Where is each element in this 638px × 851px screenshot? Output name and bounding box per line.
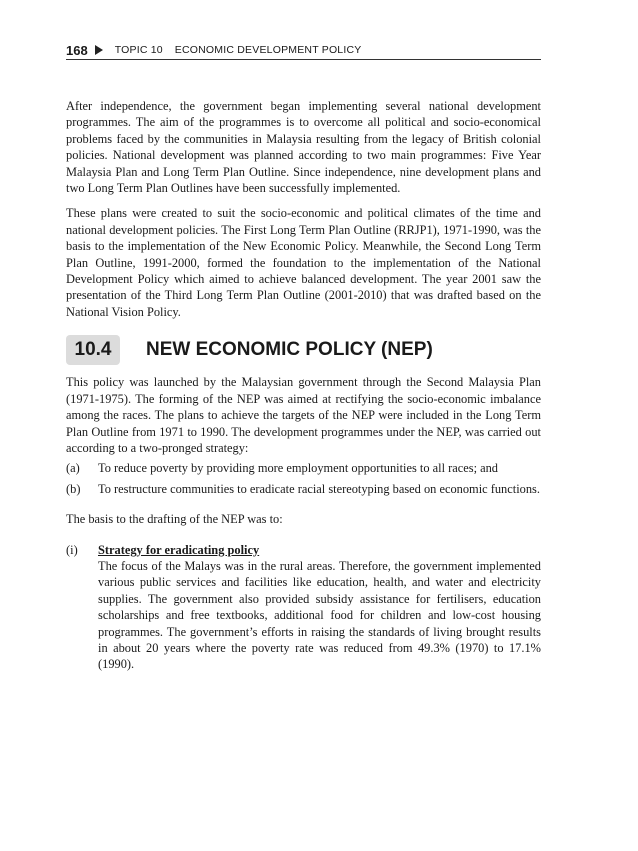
running-header	[66, 41, 541, 60]
list-text: To restructure communities to eradicate racial stereotyping based on economic functions.	[98, 481, 540, 496]
running-head-text	[115, 44, 362, 56]
page-content	[66, 98, 541, 673]
section-number: 10.4	[66, 335, 120, 365]
basis-body	[98, 542, 541, 673]
paragraph: These plans were created to suit the socio-economic and political climates of the time and national development policies. The First Long Term Plan Outline (RRJP1), 1971-1990, was the basis to the implementation of the New Economic Policy. Meanwhile, the Second Long Term Plan Outline, 1991-2000, formed the foundation to the implementation of the National Development Policy which aimed to achieve balanced development. The year 2001 saw the presentation of the Third Long Term Plan Outline (2001-2010) that was drafted based on the National Vision Policy.	[66, 206, 541, 319]
topic-label: TOPIC 10	[114, 44, 163, 56]
list-item	[66, 481, 541, 497]
strategy-list	[66, 460, 541, 497]
paragraph: After independence, the government began implementing several national development programmes. The aim of the programmes is to overcome all political and socio-economical problems faced by the communities in Malaysia resulting from the legacy of British colonial policies. National development was planned according to two main programmes: Five Year Malaysia Plan and Long Term Plan Outline. Since independence, nine development plans and two Long Term Plan Outlines have been successfully implemented.	[66, 99, 541, 196]
section-title: NEW ECONOMIC POLICY (NEP)	[146, 339, 433, 361]
list-text: To reduce poverty by providing more employment opportunities to all races; and	[98, 461, 499, 476]
section-intro: This policy was launched by the Malaysian government through the Second Malaysia Plan (1971-1975). The forming of the NEP was aimed at rectifying the socio-economic imbalance among the races. The plans to achieve the targets of the NEP were included in the Long Term Plan Outline from 1971 to 1990. The development programmes under the NEP, was carried out according to a two-pronged strategy:	[66, 375, 541, 455]
topic-title: ECONOMIC DEVELOPMENT POLICY	[174, 44, 362, 56]
list-label: (a)	[66, 461, 80, 476]
list-label: (b)	[66, 481, 81, 496]
basis-label: (i)	[66, 542, 78, 557]
list-item	[66, 460, 541, 476]
basis-item	[66, 542, 541, 673]
basis-text: The focus of the Malays was in the rural areas. Therefore, the government implemented various public services and facilities like education, health, and water and electricity supplies. The government also provided subsidy assistance for fertilisers, education scholarships and free textbooks, additional food for children and low-cost housing programmes. The government’s efforts in raising the standards of living brought results in about 20 years where the poverty rate was reduced from 49.3% (1970) to 17.1% (1990).	[98, 558, 541, 672]
page-number: 168	[66, 42, 88, 58]
basis-intro: The basis to the drafting of the NEP was to:	[66, 512, 283, 527]
basis-title: Strategy for eradicating policy	[98, 542, 260, 557]
section-heading	[66, 334, 541, 366]
triangle-arrow-icon	[95, 45, 103, 55]
